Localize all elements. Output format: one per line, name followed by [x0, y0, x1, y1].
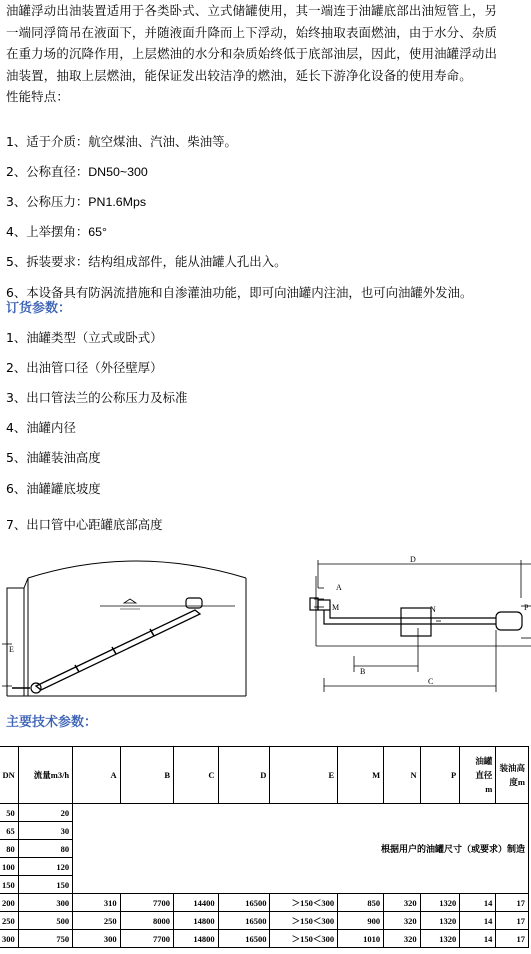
intro-line: 一端同浮筒吊在液面下，并随液面升降而上下浮动，始终抽取表面燃油，由于水分、杂质: [6, 24, 498, 40]
col-header: N: [384, 747, 421, 804]
table-row: 100 120: [0, 858, 529, 876]
table-row: 250 500 250 8000 14800 16500 ＞150＜300 900 320 1320 14 17: [0, 912, 529, 930]
feature-item: 2、公称直径：DN50~300: [6, 164, 148, 179]
order-item: 7、出口管中心距罐底部高度: [6, 517, 163, 532]
col-header: E: [270, 747, 338, 804]
order-item: 2、出油管口径（外径壁厚）: [6, 360, 163, 375]
order-item: 4、油罐内径: [6, 420, 76, 435]
dimension-label-p: P: [524, 603, 529, 612]
table-row: 200 300 310 7700 14400 16500 ＞150＜300 850 320 1320 14 17: [0, 894, 529, 912]
table-row: 150 150: [0, 876, 529, 894]
col-header: D: [218, 747, 270, 804]
dimension-diagram: [296, 548, 531, 698]
dimension-label-a: A: [336, 583, 342, 592]
intro-line: 油装置，抽取上层燃油，能保证发出较洁净的燃油，延长下游净化设备的使用寿命。: [6, 67, 472, 83]
custom-note: 根据用户的油罐尺寸（或要求）制造: [73, 804, 529, 894]
intro-line: 在重力场的沉降作用，上层燃油的水分和杂质始终低于底部油层，因此，使用油罐浮动出: [6, 46, 498, 61]
order-item: 6、油罐罐底坡度: [6, 481, 101, 496]
col-header: B: [120, 747, 173, 804]
feature-item: 3、公称压力：PN1.6Mps: [6, 194, 147, 209]
col-header: M: [338, 747, 384, 804]
table-row: 50 20 根据用户的油罐尺寸（或要求）制造: [0, 804, 529, 822]
dimension-label-c: C: [428, 677, 434, 686]
feature-item: 5、拆装要求：结构组成部件，能从油罐人孔出入。: [6, 254, 287, 269]
col-header: DN: [0, 747, 18, 804]
col-header: 流量m3/h: [18, 747, 72, 804]
table-row: 65 30: [0, 822, 529, 840]
feature-item: 6、本设备具有防涡流措施和自渗灌油功能，即可向油罐内注油，也可向油罐外发油。: [6, 285, 473, 300]
intro-line: 油罐浮动出油装置适用于各类卧式、立式储罐使用，其一端连于油罐底部出油短管上，另: [6, 3, 498, 18]
order-item: 3、出口管法兰的公称压力及标准: [6, 390, 188, 405]
intro-paragraph: [6, 0, 528, 108]
tech-params-title: 主要技术参数：: [6, 715, 98, 730]
col-header-fill-height: 装油高 度m: [496, 747, 529, 804]
col-header: P: [420, 747, 460, 804]
tank-section-diagram: [0, 548, 260, 700]
col-header-tank-diameter: 油罐 直径 m: [460, 747, 496, 804]
dimension-label-n: N: [430, 605, 436, 614]
dimension-label-d: D: [410, 555, 416, 564]
table-row: 300 750 300 7700 14800 16500 ＞150＜300 1010 320 1320 14 17: [0, 930, 529, 948]
order-item: 1、油罐类型（立式或卧式）: [6, 330, 163, 345]
order-params-title: 订货参数：: [6, 301, 72, 316]
feature-item: 1、适于介质：航空煤油、汽油、柴油等。: [6, 134, 237, 149]
dimension-label-e: E: [9, 645, 14, 654]
features-heading: 性能特点：: [6, 89, 69, 104]
col-header: C: [174, 747, 219, 804]
table-row: 80 80: [0, 840, 529, 858]
tech-params-table: [0, 746, 529, 948]
dimension-label-b: B: [360, 667, 366, 676]
dimension-label-m: M: [332, 603, 340, 612]
col-header: A: [73, 747, 121, 804]
order-item: 5、油罐装油高度: [6, 450, 101, 465]
feature-item: 4、上举摆角：65°: [6, 224, 107, 239]
